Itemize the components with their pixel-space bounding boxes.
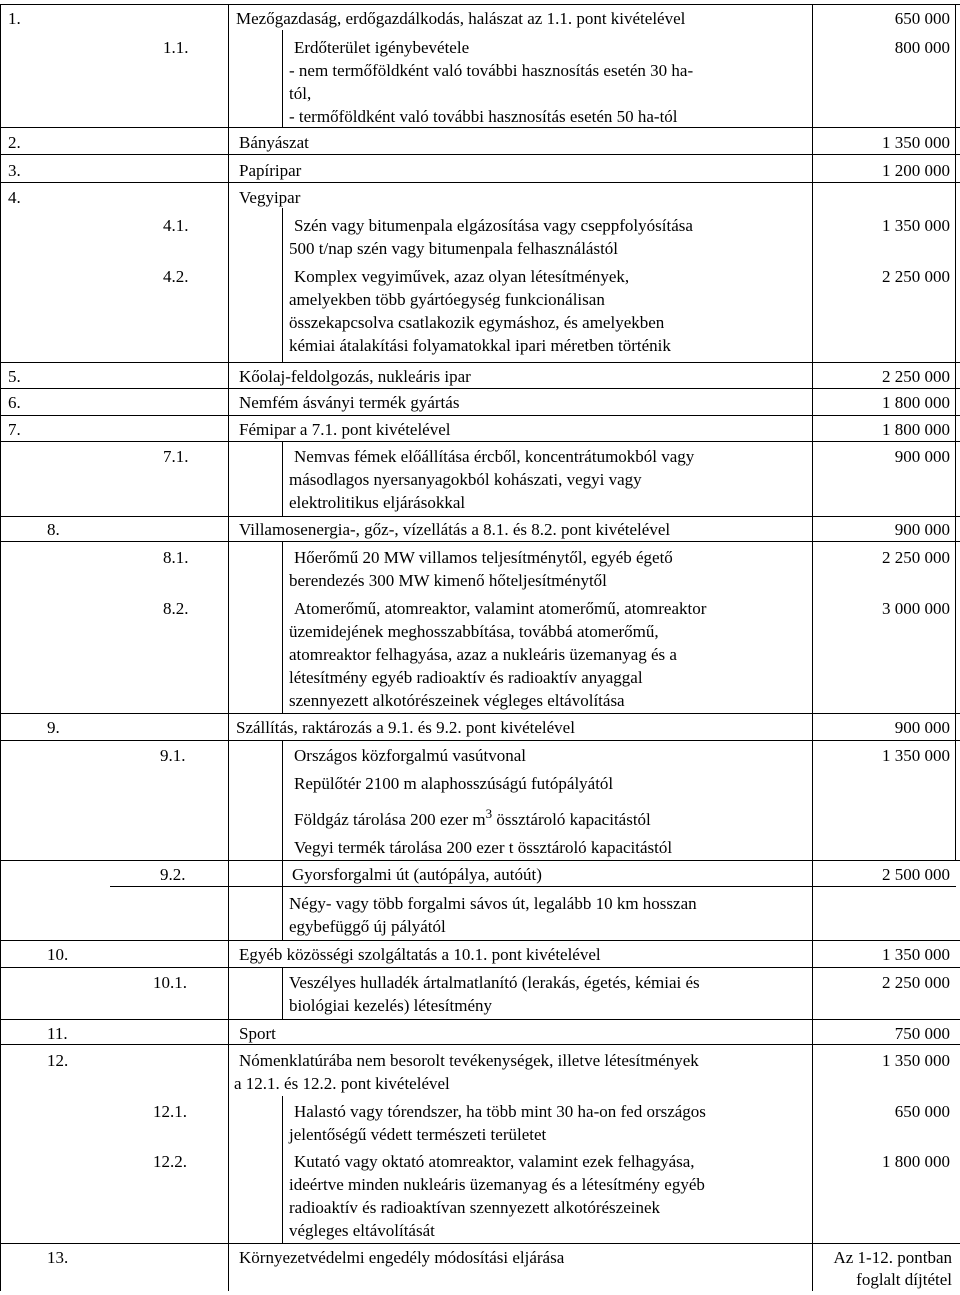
row-text: Komplex vegyiművek, azaz olyan létesítmények, <box>294 267 630 286</box>
row-text-part: össztároló kapacitástól <box>492 810 651 829</box>
row-text: radioaktív és radioaktívan szennyezett alkotórészeinek <box>289 1198 661 1217</box>
row-text: jelentőségű védett természeti területet <box>289 1125 547 1144</box>
fee-amount: Az 1-12. pontban <box>833 1248 952 1267</box>
row-divider <box>0 967 960 968</box>
fee-amount: 1 800 000 <box>882 393 950 412</box>
row-text: elektrolitikus eljárásokkal <box>289 493 466 512</box>
fee-amount: 2 250 000 <box>882 548 950 567</box>
row-divider <box>0 1044 960 1045</box>
row-number: 12. <box>47 1051 69 1070</box>
row-text: Vegyi termék tárolása 200 ezer t össztároló kapacitástól <box>294 838 673 857</box>
fee-amount: 1 350 000 <box>882 746 950 765</box>
row-number: 9.2. <box>160 865 186 884</box>
column-divider <box>0 4 1 1291</box>
row-text: Nómenklatúrába nem besorolt tevékenységek, illetve létesítmények <box>239 1051 699 1070</box>
row-text: Országos közforgalmú vasútvonal <box>294 746 526 765</box>
row-text-part: Földgáz tárolása 200 ezer m <box>294 810 486 829</box>
row-text: Repülőtér 2100 m alaphosszúságú futópályától <box>294 774 614 793</box>
fee-amount: 650 000 <box>894 1102 950 1121</box>
row-divider <box>0 4 960 5</box>
fee-amount: 2 250 000 <box>882 367 950 386</box>
fee-amount: 1 800 000 <box>882 420 950 439</box>
row-text: létesítmény egyéb radioaktív és radioaktív anyaggal <box>289 668 643 687</box>
row-text: Vegyipar <box>239 188 301 207</box>
row-text: a 12.1. és 12.2. pont kivételével <box>234 1074 450 1093</box>
row-text: Fémipar a 7.1. pont kivételével <box>239 420 451 439</box>
row-divider <box>0 388 960 389</box>
row-text: - nem termőföldként való további hasznosítás esetén 30 ha- <box>289 61 694 80</box>
fee-amount: 1 800 000 <box>882 1152 950 1171</box>
row-divider <box>0 362 960 363</box>
row-number: 13. <box>47 1248 69 1267</box>
row-number: 12.2. <box>153 1152 187 1171</box>
row-divider <box>0 441 960 442</box>
row-text: biológiai kezelés) létesítmény <box>289 996 492 1015</box>
row-number: 9. <box>47 718 60 737</box>
column-divider <box>282 541 283 714</box>
row-text: - termőföldként való további hasznosítás esetén 50 ha-tól <box>289 107 678 126</box>
row-text: Nemvas fémek előállítása ércből, koncentrátumokból vagy <box>294 447 695 466</box>
column-divider <box>955 4 956 860</box>
row-text: Szállítás, raktározás a 9.1. és 9.2. pont kivételével <box>236 718 575 737</box>
row-number: 4.1. <box>163 216 189 235</box>
row-text: Nemfém ásványi termék gyártás <box>239 393 460 412</box>
row-text: Gyorsforgalmi út (autópálya, autóút) <box>292 865 542 884</box>
row-text: amelyekben több gyártóegység funkcionálisan <box>289 290 605 309</box>
row-text: Mezőgazdaság, erdőgazdálkodás, halászat az 1.1. pont kivételével <box>236 9 686 28</box>
row-divider <box>0 182 960 183</box>
row-number: 8.1. <box>163 548 189 567</box>
row-text: Villamosenergia-, gőz-, vízellátás a 8.1. és 8.2. pont kivételével <box>239 520 671 539</box>
row-divider <box>0 740 960 741</box>
row-text: Bányászat <box>239 133 309 152</box>
row-text: Szén vagy bitumenpala elgázosítása vagy cseppfolyósítása <box>294 216 693 235</box>
row-text: Négy- vagy több forgalmi sávos út, legalább 10 km hosszan <box>289 894 697 913</box>
row-text <box>294 808 651 832</box>
row-number: 11. <box>47 1024 68 1043</box>
row-divider <box>110 886 956 887</box>
row-text: atomreaktor felhagyása, azaz a nukleáris üzemanyag és a <box>289 645 677 664</box>
row-divider <box>0 516 960 517</box>
row-text: Papíripar <box>239 161 302 180</box>
row-text: Halastó vagy tórendszer, ha több mint 30 ha-on fed országos <box>294 1102 706 1121</box>
row-text: egybefüggő új pályától <box>289 917 446 936</box>
fee-amount: 800 000 <box>894 38 950 57</box>
row-text: tól, <box>289 84 312 103</box>
fee-amount: 1 200 000 <box>882 161 950 180</box>
fee-amount: 1 350 000 <box>882 1051 950 1070</box>
fee-amount: 2 250 000 <box>882 973 950 992</box>
row-number: 1.1. <box>163 38 189 57</box>
fee-amount: 650 000 <box>894 9 950 28</box>
fee-amount: 900 000 <box>894 718 950 737</box>
column-divider <box>282 740 283 940</box>
row-text: szennyezett alkotórészeinek végleges eltávolítása <box>289 691 625 710</box>
row-number: 9.1. <box>160 746 186 765</box>
fee-amount: 900 000 <box>894 447 950 466</box>
row-number: 4. <box>8 188 21 207</box>
fee-amount: 1 350 000 <box>882 133 950 152</box>
row-text: 500 t/nap szén vagy bitumenpala felhasználástól <box>289 239 619 258</box>
row-text: másodlagos nyersanyagokból kohászati, vegyi vagy <box>289 470 642 489</box>
fee-amount: 750 000 <box>894 1024 950 1043</box>
row-number: 1. <box>8 9 21 28</box>
row-divider <box>0 1243 960 1244</box>
fee-amount: 2 250 000 <box>882 267 950 286</box>
row-text: ideértve minden nukleáris üzemanyag és a létesítmény egyéb <box>289 1175 705 1194</box>
row-number: 5. <box>8 367 21 386</box>
column-divider <box>282 967 283 1020</box>
row-number: 2. <box>8 133 21 152</box>
row-text: Egyéb közösségi szolgáltatás a 10.1. pont kivételével <box>239 945 601 964</box>
row-divider <box>0 1019 960 1020</box>
row-number: 8.2. <box>163 599 189 618</box>
row-text: Erdőterület igénybevétele <box>294 38 470 57</box>
row-number: 12.1. <box>153 1102 187 1121</box>
row-divider <box>0 713 960 714</box>
row-text: Kőolaj-feldolgozás, nukleáris ipar <box>239 367 471 386</box>
row-number: 7.1. <box>163 447 189 466</box>
row-divider <box>0 154 960 155</box>
row-text: Sport <box>239 1024 276 1043</box>
fee-amount: 3 000 000 <box>882 599 950 618</box>
row-number: 3. <box>8 161 21 180</box>
row-number: 4.2. <box>163 267 189 286</box>
row-text: Atomerőmű, atomreaktor, valamint atomerőmű, atomreaktor <box>294 599 707 618</box>
row-text: berendezés 300 MW kimenő hőteljesítménytől <box>289 571 607 590</box>
row-number: 7. <box>8 420 21 439</box>
row-text: Környezetvédelmi engedély módosítási eljárása <box>239 1248 565 1267</box>
fee-amount: 1 350 000 <box>882 945 950 964</box>
row-divider <box>0 415 960 416</box>
column-divider <box>228 4 229 1291</box>
fee-amount: 900 000 <box>894 520 950 539</box>
row-text: kémiai átalakítási folyamatokkal ipari méretben történik <box>289 336 671 355</box>
fee-amount: 2 500 000 <box>882 865 950 884</box>
fee-amount: foglalt díjtétel <box>856 1270 952 1289</box>
column-divider <box>812 4 813 1291</box>
column-divider <box>282 208 283 363</box>
row-text: végleges eltávolítását <box>289 1221 435 1240</box>
column-divider <box>282 1096 283 1244</box>
row-number: 6. <box>8 393 21 412</box>
column-divider <box>282 30 283 128</box>
row-divider <box>0 860 960 861</box>
row-text: Kutató vagy oktató atomreaktor, valamint ezek felhagyása, <box>294 1152 695 1171</box>
row-divider <box>0 541 960 542</box>
row-text: összekapcsolva csatlakozik egymáshoz, és amelyekben <box>289 313 665 332</box>
superscript: 3 <box>485 806 493 821</box>
row-text: üzemidejének meghosszabbítása, továbbá atomerőmű, <box>289 622 659 641</box>
row-text: Hőerőmű 20 MW villamos teljesítménytől, egyéb égető <box>294 548 673 567</box>
row-number: 10.1. <box>153 973 187 992</box>
fee-amount: 1 350 000 <box>882 216 950 235</box>
row-divider <box>0 940 960 941</box>
row-text: Veszélyes hulladék ártalmatlanító (lerakás, égetés, kémiai és <box>289 973 700 992</box>
row-number: 10. <box>47 945 69 964</box>
column-divider <box>282 442 283 517</box>
row-number: 8. <box>47 520 60 539</box>
